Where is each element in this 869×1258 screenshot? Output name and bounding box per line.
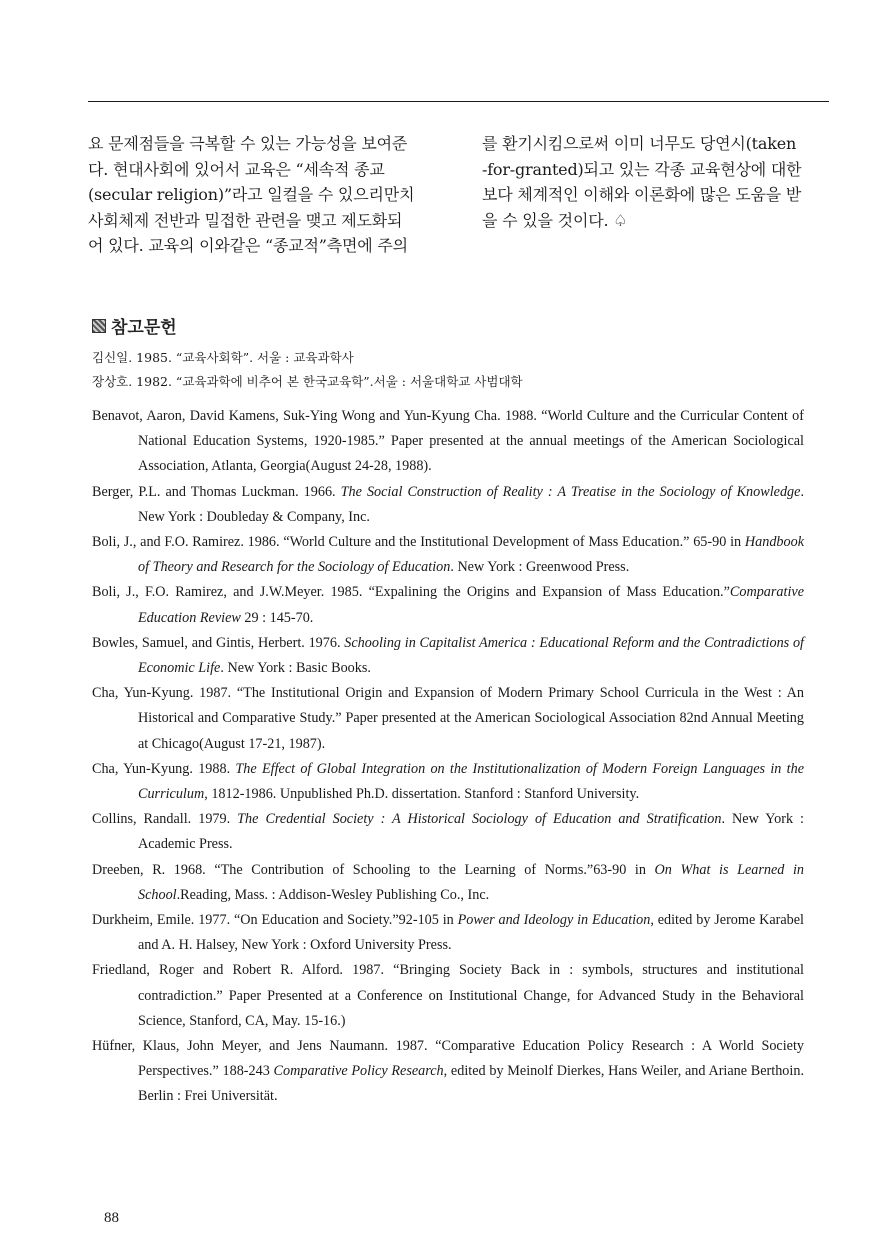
reference-text: Bowles, Samuel, and Gintis, Herbert. 1976. <box>92 634 345 651</box>
reference-text: , edited by Jerome Karabel and A. H. Halsey, New York : Oxford University Press. <box>138 912 804 954</box>
page-number: 88 <box>104 1210 119 1226</box>
reference-text: Cha, Yun-Kyung. 1987. “The Institutional Origin and Expansion of Modern Primary School Curricula in the West : An Historical and Comparative Study.” Paper presented at the American Sociological Association 82nd Annual Meeting at Chicago(August 17-21, 1987). <box>92 685 804 752</box>
reference-title: The Social Construction of Reality : A Treatise in the Sociology of Knowledge <box>340 483 801 500</box>
reference-text: 29 : 145-70. <box>240 609 314 626</box>
reference-entry <box>92 530 804 580</box>
reference-entry <box>92 1034 804 1110</box>
reference-entry <box>92 858 804 908</box>
reference-title: The Credential Society : A Historical Sociology of Education and Stratification <box>237 811 722 828</box>
intro-left-column <box>88 131 440 259</box>
reference-text: . New York : Academic Press. <box>138 811 804 853</box>
reference-title: The Effect of Global Integration on the Institutionalization of Modern Foreign Languages in the Curriculum <box>138 760 804 803</box>
reference-title: On What is Learned in School <box>138 861 804 903</box>
intro-line: 를 환기시킴으로써 이미 너무도 당연시(taken <box>482 134 797 153</box>
references-heading-text: 참고문헌 <box>111 318 177 338</box>
intro-line: -for-granted)되고 있는 각종 교육현상에 대한 <box>482 159 802 179</box>
reference-text: Boli, J., and F.O. Ramirez. 1986. “World Culture and the Institutional Development of Mass Education.” 65-90 in <box>92 534 745 551</box>
reference-text: Dreeben, R. 1968. “The Contribution of Schooling to the Learning of Norms.”63-90 in <box>92 861 655 878</box>
reference-text: , edited by Meinolf Dierkes, Hans Weiler, and Ariane Berthoin. Berlin : Frei Universität. <box>138 1063 804 1105</box>
reference-title: Comparative Policy Research <box>273 1063 444 1080</box>
intro-line: 을 수 있을 것이다. ♤ <box>482 210 628 230</box>
reference-text: . New York : Greenwood Press. <box>450 559 630 576</box>
reference-entry <box>92 681 804 757</box>
intro-line: 보다 체계적인 이해와 이론화에 많은 도움을 받 <box>482 185 802 204</box>
reference-text: Cha, Yun-Kyung. 1988. <box>92 760 236 777</box>
reference-entry <box>92 580 804 630</box>
intro-line: 다. 현대사회에 있어서 교육은 “세속적 종교 <box>88 159 385 179</box>
intro-line: 사회체제 전반과 밀접한 관련을 맺고 제도화되 <box>88 210 403 230</box>
reference-text: , 1812-1986. Unpublished Ph.D. dissertation. Stanford : Stanford University. <box>204 786 640 803</box>
reference-title: Comparative Education Review <box>138 584 804 626</box>
reference-text: Hüfner, Klaus, John Meyer, and Jens Naumann. 1987. “Comparative Education Policy Research : A World Society Perspectives.” 188-243 <box>92 1038 804 1080</box>
reference-text: Berger, P.L. and Thomas Luckman. 1966. <box>92 483 341 500</box>
reference-text: Boli, J., F.O. Ramirez, and J.W.Meyer. 1985. “Expalining the Origins and Expansion of Mass Education.” <box>92 584 730 601</box>
reference-entry <box>92 908 804 958</box>
korean-reference: 김신일. 1985. “교육사회학”. 서울 : 교육과학사 <box>92 350 354 365</box>
reference-text: Benavot, Aaron, David Kamens, Suk-Ying Wong and Yun-Kyung Cha. 1988. “World Culture and the Curricular Content of National Education Systems, 1920-1985.” Paper presented at the annual meetings of the American Sociological Association, Atlanta, Georgia(August 24-28, 1988). <box>92 408 804 475</box>
reference-entry <box>92 404 804 480</box>
reference-text: Collins, Randall. 1979. <box>92 811 238 828</box>
reference-title: Schooling in Capitalist America : Educational Reform and the Contradictions of Economic Life <box>138 634 804 677</box>
english-references <box>92 404 804 1110</box>
reference-title: Power and Ideology in Education <box>457 912 651 929</box>
reference-entry <box>92 757 804 807</box>
references-heading <box>92 313 177 338</box>
reference-entry <box>92 958 804 1034</box>
reference-title: Handbook of Theory and Research for the Sociology of Education <box>138 534 804 576</box>
korean-reference: 장상호. 1982. “교육과학에 비추어 본 한국교육학”.서울 : 서울대학교 사범대학 <box>92 374 523 389</box>
reference-text: Friedland, Roger and Robert R. Alford. 1987. “Bringing Society Back in : symbols, structures and institutional contradiction.” Paper Presented at a Conference on Institutional Change, for Advanced Study in the Behavioral Science, Stanford, CA, May. 15-16.) <box>92 962 804 1029</box>
reference-text: . New York : Doubleday & Company, Inc. <box>138 483 804 525</box>
reference-entry <box>92 480 804 530</box>
reference-text: . New York : Basic Books. <box>220 660 371 677</box>
reference-entry <box>92 631 804 681</box>
reference-text: Durkheim, Emile. 1977. “On Education and Society.”92-105 in <box>92 912 458 929</box>
intro-line: (secular religion)”라고 일컬을 수 있으리만치 <box>88 185 415 204</box>
top-rule <box>88 101 829 102</box>
reference-entry <box>92 807 804 857</box>
reference-text: .Reading, Mass. : Addison-Wesley Publishing Co., Inc. <box>176 886 490 903</box>
korean-references <box>92 346 523 394</box>
hatched-square-icon <box>92 319 106 333</box>
intro-line: 어 있다. 교육의 이와같은 “종교적”측면에 주의 <box>88 236 408 255</box>
intro-line: 요 문제점들을 극복할 수 있는 가능성을 보여준 <box>88 134 408 153</box>
intro-right-column <box>482 131 832 233</box>
